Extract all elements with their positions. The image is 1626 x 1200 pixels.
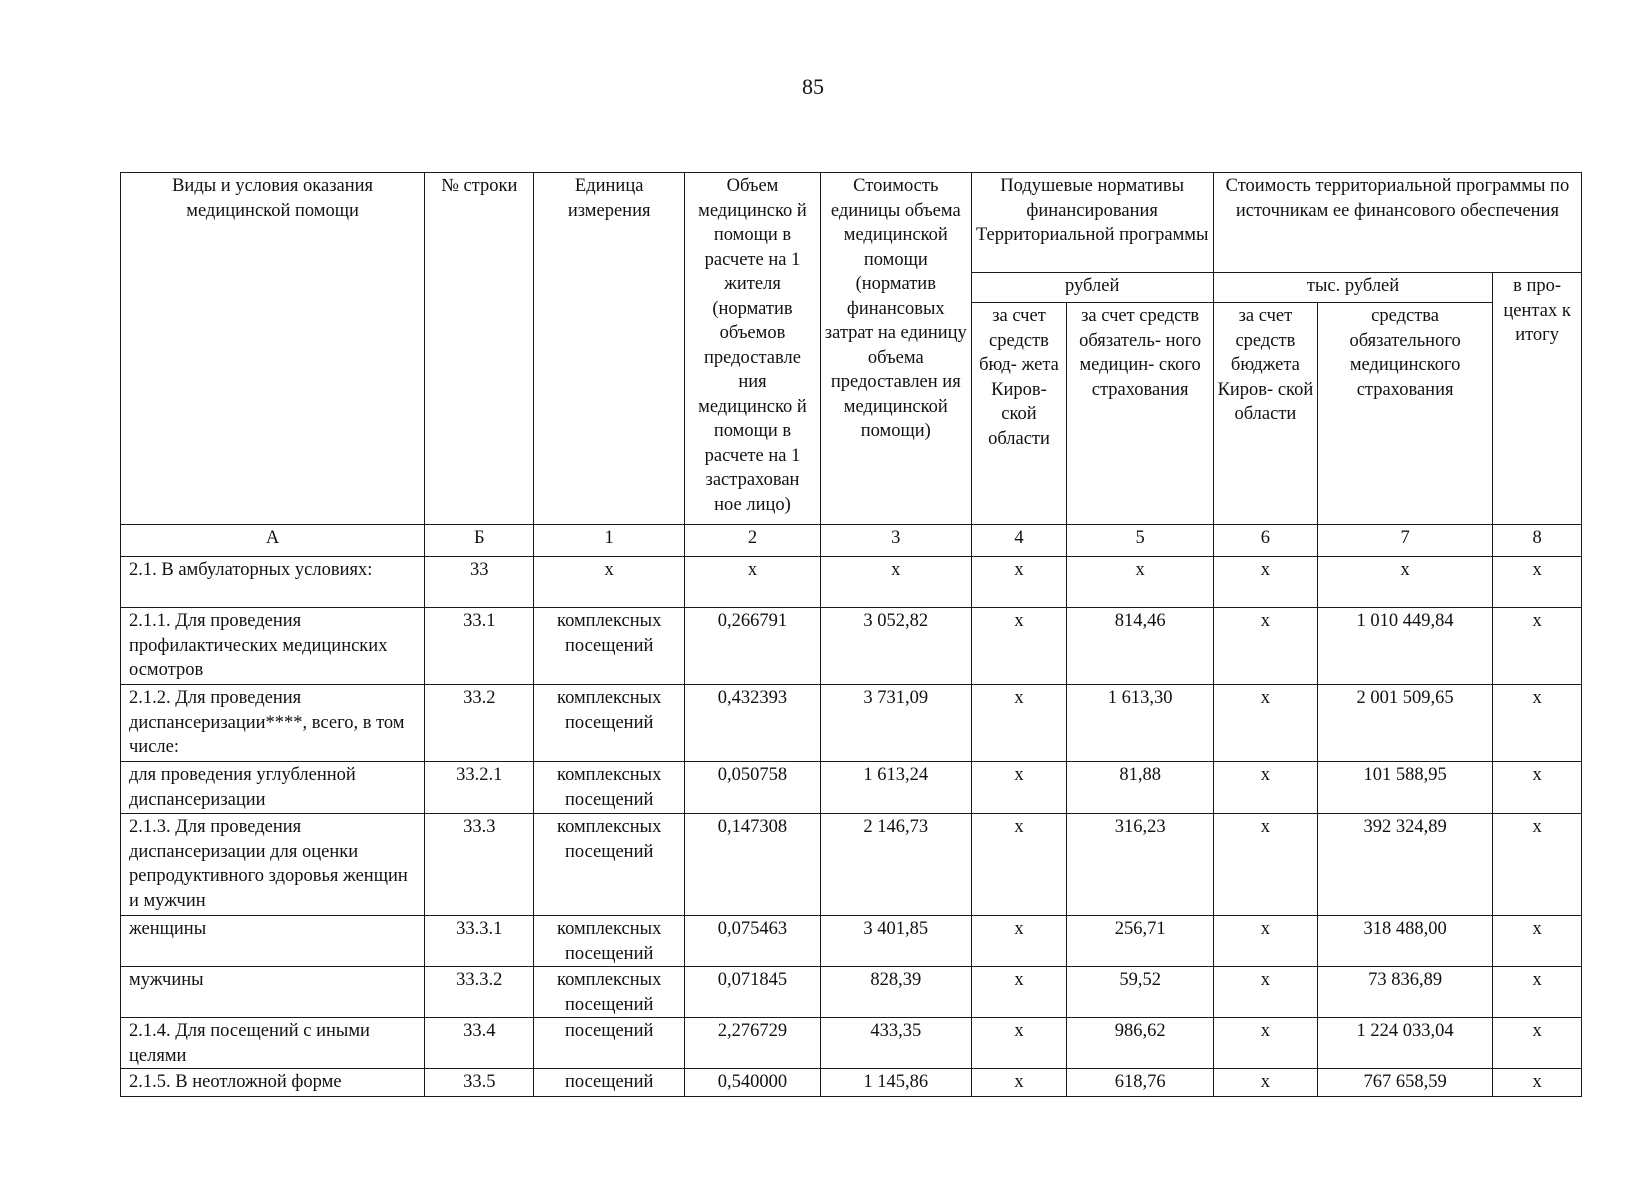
cell-percent: х — [1493, 916, 1582, 967]
cell-cost-budget: х — [1213, 762, 1317, 814]
cell-volume: 0,147308 — [684, 814, 820, 916]
header-rubles: рублей — [971, 273, 1213, 303]
cell-norm-oms: 81,88 — [1067, 762, 1213, 814]
cell-row-no: 33.5 — [425, 1069, 534, 1097]
cell-cost: х — [821, 557, 972, 608]
financing-table — [120, 172, 1582, 1097]
cell-norm-budget: х — [971, 557, 1067, 608]
index-cell: 6 — [1213, 525, 1317, 557]
cell-norm-budget: х — [971, 814, 1067, 916]
cell-row-no: 33.3.1 — [425, 916, 534, 967]
table-row — [121, 814, 1582, 916]
cell-percent: х — [1493, 557, 1582, 608]
cell-norm-budget: х — [971, 916, 1067, 967]
cell-name: 2.1.5. В неотложной форме — [121, 1069, 425, 1097]
cell-norm-budget: х — [971, 608, 1067, 685]
header-percent: в про- центах к итогу — [1493, 273, 1582, 525]
table-row — [121, 685, 1582, 762]
cell-cost-oms: х — [1317, 557, 1492, 608]
cell-cost-oms: 73 836,89 — [1317, 967, 1492, 1018]
cell-row-no: 33.3 — [425, 814, 534, 916]
header-type: Виды и условия оказания медицинской помощи — [121, 173, 425, 525]
index-cell: Б — [425, 525, 534, 557]
cell-cost-oms: 1 224 033,04 — [1317, 1018, 1492, 1069]
cell-row-no: 33.4 — [425, 1018, 534, 1069]
table-row — [121, 762, 1582, 814]
header-cost-oms: средства обязательного медицинского страхования — [1317, 303, 1492, 525]
cell-norm-budget: х — [971, 1069, 1067, 1097]
cell-percent: х — [1493, 814, 1582, 916]
cell-unit: комплексных посещений — [534, 685, 685, 762]
cell-cost: 1 145,86 — [821, 1069, 972, 1097]
cell-name: 2.1.4. Для посещений с иными целями — [121, 1018, 425, 1069]
cell-cost: 433,35 — [821, 1018, 972, 1069]
header-norm-budget: за счет средств бюд- жета Киров- ской области — [971, 303, 1067, 525]
cell-row-no: 33.2 — [425, 685, 534, 762]
cell-cost-budget: х — [1213, 916, 1317, 967]
cell-cost: 828,39 — [821, 967, 972, 1018]
header-thousand-rubles: тыс. рублей — [1213, 273, 1492, 303]
table-row — [121, 967, 1582, 1018]
cell-cost: 1 613,24 — [821, 762, 972, 814]
cell-name: мужчины — [121, 967, 425, 1018]
cell-row-no: 33 — [425, 557, 534, 608]
cell-unit: комплексных посещений — [534, 608, 685, 685]
cell-name: 2.1.1. Для проведения профилактических медицинских осмотров — [121, 608, 425, 685]
cell-name: для проведения углубленной диспансеризации — [121, 762, 425, 814]
cell-norm-oms: 986,62 — [1067, 1018, 1213, 1069]
cell-cost-oms: 1 010 449,84 — [1317, 608, 1492, 685]
cell-cost-budget: х — [1213, 1069, 1317, 1097]
cell-unit: посещений — [534, 1018, 685, 1069]
index-cell: 3 — [821, 525, 972, 557]
cell-volume: 2,276729 — [684, 1018, 820, 1069]
cell-unit: комплексных посещений — [534, 967, 685, 1018]
cell-unit: х — [534, 557, 685, 608]
cell-norm-budget: х — [971, 762, 1067, 814]
cell-name: женщины — [121, 916, 425, 967]
page-number: 85 — [802, 74, 824, 99]
cell-volume: 0,540000 — [684, 1069, 820, 1097]
cell-norm-oms: 1 613,30 — [1067, 685, 1213, 762]
cell-cost: 3 052,82 — [821, 608, 972, 685]
cell-cost-oms: 767 658,59 — [1317, 1069, 1492, 1097]
cell-cost: 3 401,85 — [821, 916, 972, 967]
cell-name: 2.1.3. Для проведения диспансеризации для оценки репродуктивного здоровья женщин и мужчин — [121, 814, 425, 916]
cell-unit: комплексных посещений — [534, 762, 685, 814]
header-norm-oms: за счет средств обязатель- ного медицин- ского страхования — [1067, 303, 1213, 525]
cell-volume: 0,266791 — [684, 608, 820, 685]
header-row-no: № строки — [425, 173, 534, 525]
header-group-cost: Стоимость территориальной программы по источникам ее финансового обеспечения — [1213, 173, 1581, 273]
cell-cost-oms: 2 001 509,65 — [1317, 685, 1492, 762]
index-cell: 2 — [684, 525, 820, 557]
cell-cost-budget: х — [1213, 967, 1317, 1018]
table-row — [121, 1018, 1582, 1069]
cell-percent: х — [1493, 685, 1582, 762]
table-row — [121, 557, 1582, 608]
table-row — [121, 608, 1582, 685]
cell-norm-budget: х — [971, 1018, 1067, 1069]
cell-name: 2.1.2. Для проведения диспансеризации****, всего, в том числе: — [121, 685, 425, 762]
cell-name: 2.1. В амбулаторных условиях: — [121, 557, 425, 608]
table-body — [121, 557, 1582, 1097]
table-row — [121, 916, 1582, 967]
index-cell: 4 — [971, 525, 1067, 557]
cell-norm-budget: х — [971, 685, 1067, 762]
index-row — [121, 525, 1582, 557]
cell-cost-budget: х — [1213, 685, 1317, 762]
cell-norm-oms: 814,46 — [1067, 608, 1213, 685]
cell-norm-budget: х — [971, 967, 1067, 1018]
cell-cost-oms: 392 324,89 — [1317, 814, 1492, 916]
cell-row-no: 33.3.2 — [425, 967, 534, 1018]
cell-volume: х — [684, 557, 820, 608]
header-cost: Стоимость единицы объема медицинской помощи (норматив финансовых затрат на единицу объема предоставлен ия медицинской помощи) — [821, 173, 972, 525]
header-group-norms: Подушевые нормативы финансирования Территориальной программы — [971, 173, 1213, 273]
cell-cost-oms: 101 588,95 — [1317, 762, 1492, 814]
header-unit: Единица измерения — [534, 173, 685, 525]
cell-unit: посещений — [534, 1069, 685, 1097]
cell-row-no: 33.1 — [425, 608, 534, 685]
cell-norm-oms: 618,76 — [1067, 1069, 1213, 1097]
cell-norm-oms: х — [1067, 557, 1213, 608]
cell-percent: х — [1493, 1069, 1582, 1097]
cell-unit: комплексных посещений — [534, 916, 685, 967]
cell-cost-budget: х — [1213, 608, 1317, 685]
cell-norm-oms: 316,23 — [1067, 814, 1213, 916]
cell-percent: х — [1493, 608, 1582, 685]
cell-cost-budget: х — [1213, 557, 1317, 608]
cell-norm-oms: 59,52 — [1067, 967, 1213, 1018]
cell-cost: 3 731,09 — [821, 685, 972, 762]
cell-cost-budget: х — [1213, 814, 1317, 916]
cell-norm-oms: 256,71 — [1067, 916, 1213, 967]
cell-volume: 0,050758 — [684, 762, 820, 814]
index-cell: 7 — [1317, 525, 1492, 557]
index-cell: А — [121, 525, 425, 557]
index-cell: 1 — [534, 525, 685, 557]
cell-percent: х — [1493, 762, 1582, 814]
table-row — [121, 1069, 1582, 1097]
cell-volume: 0,432393 — [684, 685, 820, 762]
cell-row-no: 33.2.1 — [425, 762, 534, 814]
cell-cost-oms: 318 488,00 — [1317, 916, 1492, 967]
cell-cost-budget: х — [1213, 1018, 1317, 1069]
cell-volume: 0,075463 — [684, 916, 820, 967]
cell-cost: 2 146,73 — [821, 814, 972, 916]
table-header — [121, 173, 1582, 557]
index-cell: 8 — [1493, 525, 1582, 557]
cell-percent: х — [1493, 967, 1582, 1018]
cell-unit: комплексных посещений — [534, 814, 685, 916]
header-cost-budget: за счет средств бюджета Киров- ской области — [1213, 303, 1317, 525]
cell-percent: х — [1493, 1018, 1582, 1069]
cell-volume: 0,071845 — [684, 967, 820, 1018]
header-volume: Объем медицинско й помощи в расчете на 1 жителя (норматив объемов предоставле ния медицинско й помощи в расчете на 1 застрахован ное лицо) — [684, 173, 820, 525]
index-cell: 5 — [1067, 525, 1213, 557]
